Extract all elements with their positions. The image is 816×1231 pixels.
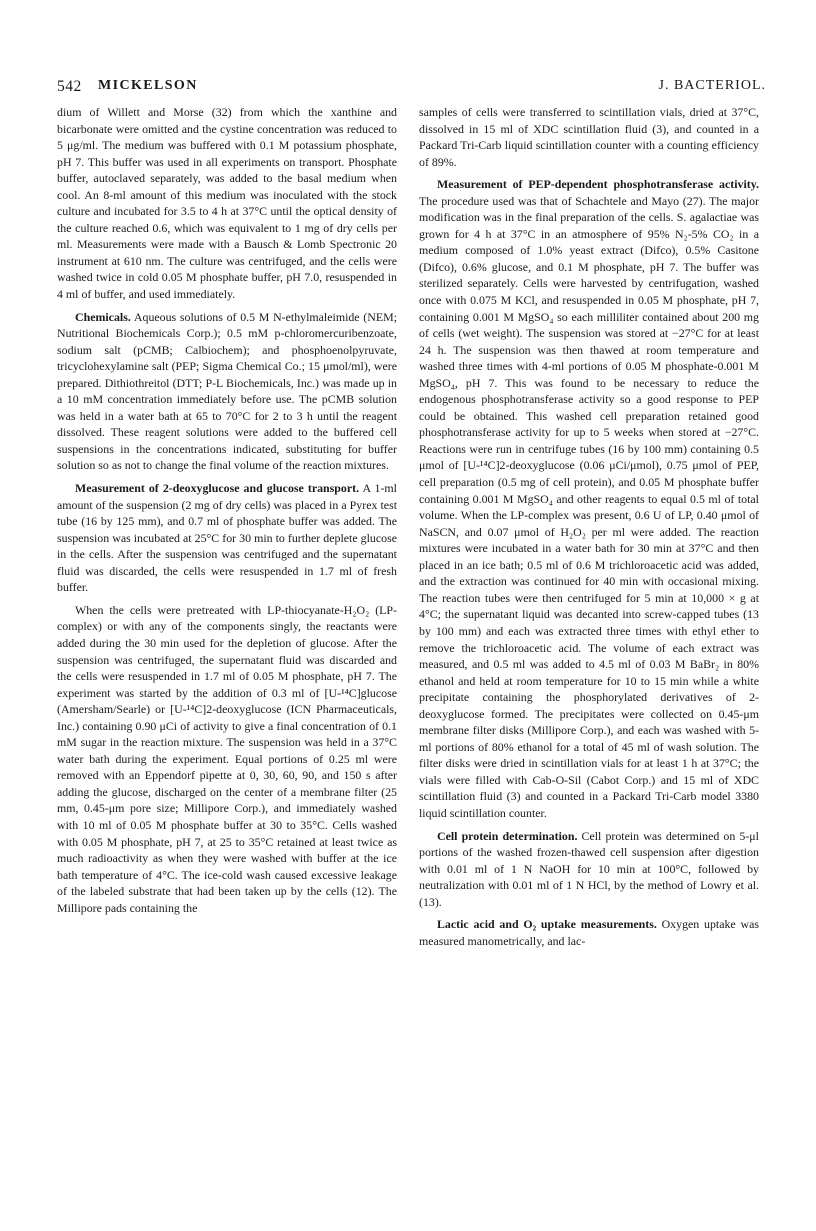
paragraph-text: Aqueous solutions of 0.5 M N-ethylmaleimide (NEM; Nutritional Biochemicals Corp.); 0.5 mM p-chloromercuribenzoate, sodium salt (pCMB; Calbiochem); and phosphoenolpyruvate, tricyclohexylamine salt (PEP; Sigma Chemical Co.; 15 μmol/ml), were prepared. Dithiothreitol (DTT; P-L Biochemicals, Inc.) was made up in a 10 mM concentration immediately before use. The pCMB solution was held in a water bath at 65 to 70°C for 2 to 3 h until the reagent dissolved. These reagent solutions were added to the buffered cell suspensions in the concentrations indicated, substituting for buffer solution so as not to change the final volume of the reaction mixtures.: [57, 309, 397, 473]
running-author: MICKELSON: [98, 78, 198, 93]
paragraph-text: dium of Willett and Morse (32) from which the xanthine and bicarbonate were omitted and the cystine concentration was reduced to 5 μg/ml. The medium was buffered with 0.1 M potassium phosphate, pH 7. This buffer was used in all experiments on transport. Phosphate buffer, autoclaved separately, was added to the basal medium when cool. An 8-ml amount of this medium was inoculated with the stock culture and incubated for 3.5 to 4 h at 37°C until the optical density of the culture reached 0.6, which was equivalent to 1 mg of dry cells per ml. Measurements were made with a Bausch & Lomb Spectronic 20 instrument at 610 nm. The culture was centrifuged, and the cells were washed twice in cold 0.05 M phosphate buffer, pH 7.0, resuspended in 4 ml of buffer, and used immediately.: [57, 105, 397, 302]
paragraph-text: The procedure used was that of Schachtele and Mayo (27). The major modification was in the final preparation of the cells. S. agalactiae was grown for 4 h at 37°C in an atmosphere of 95% N₂-5% CO₂ in a medium composed of 1.0% yeast extract (Difco), 0.5% Casitone (Difco), 0.6% glucose, and 0.1 M phosphate, pH 7. The buffer was sterilized separately. Cells were harvested by centrifugation, washed once with 0.075 M KCl, and resuspended in 0.05 M phosphate, pH 7, containing 0.001 M MgSO₄ so each milliliter contained about 200 mg of cells (wet weight). The suspension was stored at −27°C for at least 24 h. The suspension was then thawed at room temperature and washed three times with 4-ml portions of 0.05 M phosphate-0.001 M MgSO₄, pH 7. This was found to be necessary to reduce the endogenous phosphotransferase activity so a good response to PEP could be obtained. This washed cell preparation retained good phosphotransferase activity for up to 5 weeks when stored at −27°C. Reactions were run in centrifuge tubes (16 by 100 mm) containing 0.5 μmol of [U-¹⁴C]2-deoxyglucose (0.06 μCi/μmol), 0.75 μmol of PEP, cell preparation (0.5 mg of cell protein), and 0.05 M phosphate buffer containing 0.001 M MgSO₄ and other reagents to equal 0.5 ml of total volume. When the LP-complex was present, 0.6 U of LP, 0.40 μmol of NaSCN, and 0.07 μmol of H₂O₂ per ml were added. The reaction mixtures were incubated in a water bath for 30 min at 37°C and then placed in an ice bath; 0.5 ml of 0.6 M trichloroacetic acid was added, and the extraction was continued for 40 min with occasional mixing. The reaction tubes were then centrifuged for 5 min at 10,000 × g at 4°C; the supernatant liquid was decanted into screw-capped tubes (13 by 100 mm) and each was extracted three times with ethyl ether to remove the trichloroacetic acid. The volume of each extract was measured, and 0.5 ml was added to 4.5 ml of 0.03 M BaBr₂ in 80% ethanol and held at room temperature for 10 to 15 min while a white precipitate containing the phosphorylated derivatives of 2-deoxyglucose formed. The precipitates were collected on 0.45-μm membrane filter disks (Millipore Corp.), and each was washed with 5-ml portions of 80% ethanol for a total of 45 ml of wash solution. The filter disks were dried in scintillation vials for at least 1 h at 37°C; the vials were filled with Cab-O-Sil (Cabot Corp.) and 15 ml of XDC scintillation fluid (3) and counted in a Packard Tri-Carb model 3380 liquid scintillation counter.: [419, 193, 759, 820]
paragraph-medium-preparation: [57, 104, 397, 303]
paragraph-chemicals: [57, 309, 397, 474]
paragraph-lactic-acid: [419, 916, 759, 949]
left-column: [57, 104, 397, 916]
paragraph-text: A 1-ml amount of the suspension (2 mg of dry cells) was placed in a Pyrex test tube (16 by 125 mm), and 0.7 ml of phosphate buffer was added. The suspension was incubated at 25°C for 30 min to further deplete glucose in the cells. After the suspension was centrifuged and the supernatant fluid was discarded, the cells were resuspended in 1.7 ml of fresh buffer.: [57, 481, 397, 595]
paragraph-cell-protein: [419, 828, 759, 911]
section-heading-lactic-acid: Lactic acid and O₂ uptake measurements.: [437, 917, 657, 932]
paragraph-scintillation: [419, 104, 759, 170]
section-heading-cell-protein: Cell protein determination.: [437, 828, 578, 843]
section-heading-transport: Measurement of 2-deoxyglucose and glucose transport.: [75, 481, 360, 496]
section-heading-chemicals: Chemicals.: [75, 309, 131, 324]
paragraph-text: When the cells were pretreated with LP-thiocyanate-H₂O₂ (LP-complex) or with any of the components singly, the reactants were added during the 30 min used for the depletion of glucose. After the suspension was centrifuged, the supernatant fluid was discarded and the cells were resuspended in 1.7 ml of 0.05 M phosphate, pH 7. The experiment was started by the addition of 0.3 ml of [U-¹⁴C]glucose (Amersham/Searle) or [U-¹⁴C]2-deoxyglucose (ICN Pharmaceuticals, Inc.) containing 0.90 μCi of activity to give a final concentration of 0.1 mM sugar in the reaction mixture. The suspension was held in a 37°C water bath during the experiment. Equal portions of 0.25 ml were removed with an Eppendorf pipette at 0, 30, 60, 90, and 150 s after adding the glucose, discharged on the center of a membrane filter (25 mm, 0.45-μm pore size; Millipore Corp.), and immediately washed with 10 ml of 0.05 M phosphate buffer at 30 to 35°C. Cells washed with 0.05 M phosphate, pH 7, at 25 to 35°C retained at least twice as much radioactivity as when they were washed with buffer at the ice bath temperature of 4°C. The ice-cold wash caused excessive leakage of the labeled substrate that had been taken up by the cells (12). The Millipore pads containing the: [57, 602, 397, 915]
right-column: [419, 104, 759, 949]
section-heading-phosphotransferase: Measurement of PEP-dependent phosphotransferase activity.: [437, 177, 759, 192]
paragraph-text: Cell protein was determined on 5-μl portions of the washed frozen-thawed cell suspension after digestion with 0.01 ml of 1 N NaOH for 10 min at 100°C, followed by neutralization with 0.01 ml of 1 N HCl, by the method of Lowry et al. (13).: [419, 828, 759, 909]
paragraph-text: Oxygen uptake was measured manometrically, and lac-: [419, 917, 759, 948]
paragraph-pretreatment: [57, 602, 397, 916]
paragraph-transport-measurement: [57, 480, 397, 596]
journal-name: J. BACTERIOL.: [658, 78, 766, 93]
paragraph-phosphotransferase: [419, 176, 759, 821]
running-header: [0, 78, 816, 100]
paragraph-text: samples of cells were transferred to scintillation vials, dried at 37°C, dissolved in 15 ml of XDC scintillation fluid (3), and counted in a Packard Tri-Carb liquid scintillation counter with a counting efficiency of 89%.: [419, 105, 759, 169]
page-number: 542: [57, 78, 82, 95]
